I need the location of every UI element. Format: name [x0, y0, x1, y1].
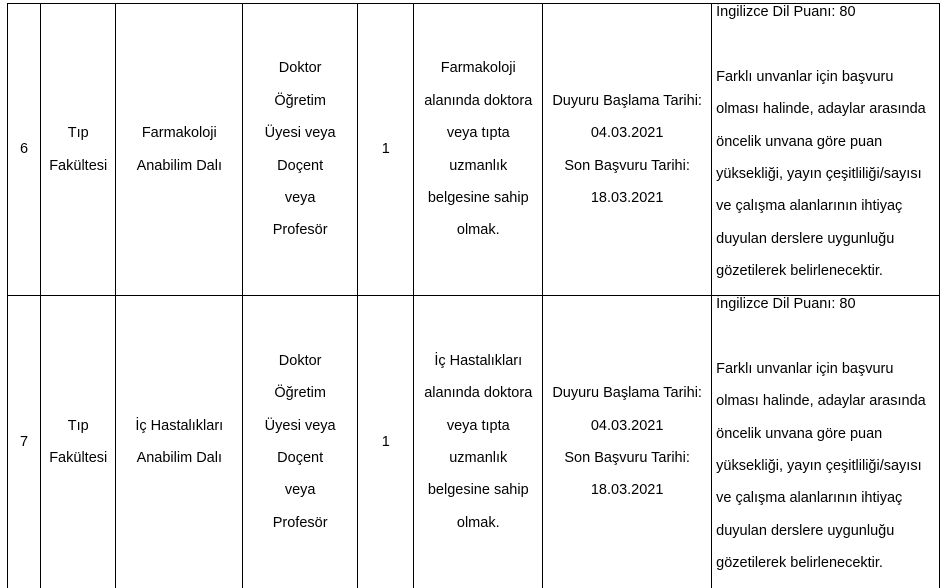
- language-score: İngilizce Dil Puanı: 80: [716, 0, 939, 28]
- count-cell: 1: [358, 4, 414, 296]
- table-row: [8, 4, 940, 296]
- title-cell: Doktor Öğretim Üyesi veya Doçent veya Profesör: [243, 4, 358, 296]
- notes-cell: İngilizce Dil Puanı: 80 Farklı unvanlar için başvuru olması halinde, adaylar arasında öncelik unvana göre puan yüksekliği, yayın çeşitliliği/sayısı ve çalışma alanlarının ihtiyaç duyulan derslere uygunluğu gözetilerek belirlenecektir.: [712, 296, 940, 588]
- language-score: İngilizce Dil Puanı: 80: [716, 288, 939, 320]
- faculty-cell: Tıp Fakültesi: [41, 296, 116, 588]
- row-number: 6: [8, 4, 41, 296]
- table-row: [8, 296, 940, 588]
- positions-table: [7, 3, 940, 588]
- count-cell: 1: [358, 296, 414, 588]
- dates-cell: Duyuru Başlama Tarihi: 04.03.2021 Son Başvuru Tarihi: 18.03.2021: [543, 296, 712, 588]
- requirement-cell: İç Hastalıkları alanında doktora veya tıpta uzmanlık belgesine sahip olmak.: [414, 296, 543, 588]
- notes-cell: İngilizce Dil Puanı: 80 Farklı unvanlar için başvuru olması halinde, adaylar arasında öncelik unvana göre puan yüksekliği, yayın çeşitliliği/sayısı ve çalışma alanlarının ihtiyaç duyulan derslere uygunluğu gözetilerek belirlenecektir.: [712, 4, 940, 296]
- row-number: 7: [8, 296, 41, 588]
- dates-cell: Duyuru Başlama Tarihi: 04.03.2021 Son Başvuru Tarihi: 18.03.2021: [543, 4, 712, 296]
- department-cell: Farmakoloji Anabilim Dalı: [116, 4, 243, 296]
- department-cell: İç Hastalıkları Anabilim Dalı: [116, 296, 243, 588]
- title-cell: Doktor Öğretim Üyesi veya Doçent veya Profesör: [243, 296, 358, 588]
- requirement-cell: Farmakoloji alanında doktora veya tıpta uzmanlık belgesine sahip olmak.: [414, 4, 543, 296]
- faculty-cell: Tıp Fakültesi: [41, 4, 116, 296]
